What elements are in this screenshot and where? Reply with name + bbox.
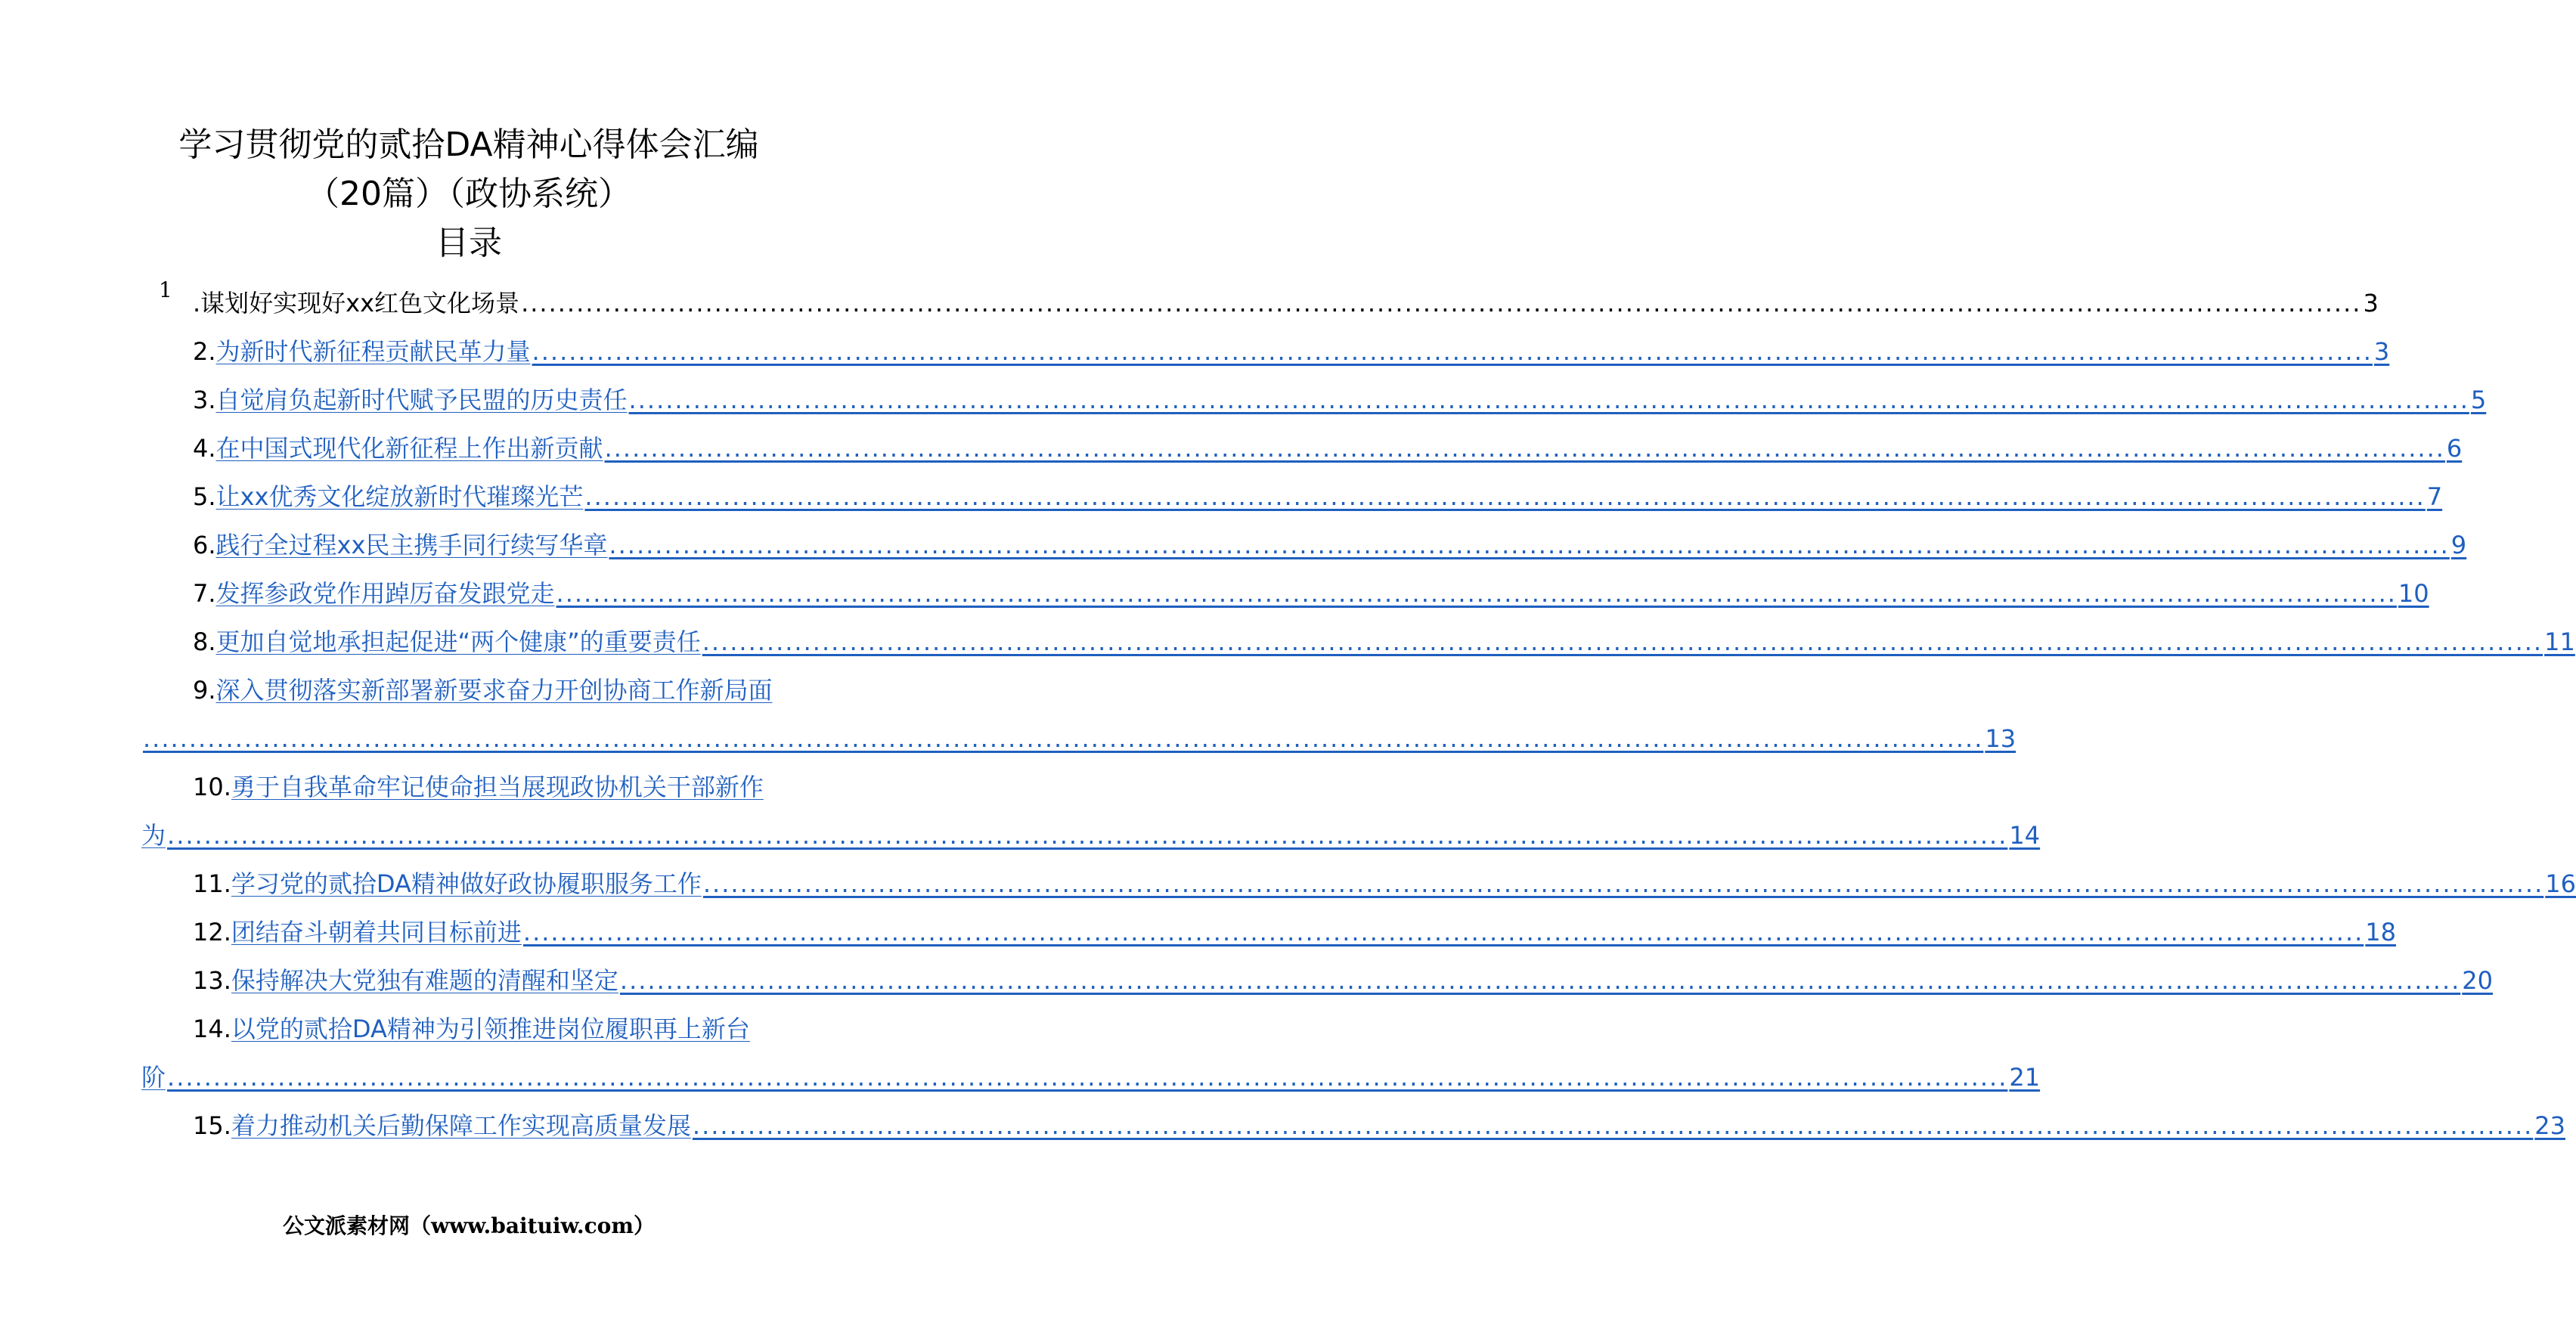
- toc-entry-number: 9.: [193, 676, 216, 705]
- section-number: 1: [159, 277, 172, 302]
- toc-leader-dots: ........................................................................................................................................................................................................: [532, 337, 2373, 366]
- toc-entry[interactable]: [193, 434, 2463, 466]
- toc-entry[interactable]: [193, 337, 2390, 370]
- toc-entry-page[interactable]: 23: [2534, 1111, 2565, 1140]
- toc-entry[interactable]: [193, 869, 2576, 902]
- toc-leader-dots: ........................................................................................................................................................................................................: [521, 289, 2362, 318]
- toc-entry-number: 2.: [193, 337, 216, 366]
- toc-entry-continuation[interactable]: [141, 821, 2041, 854]
- toc-entry-number: 7.: [193, 579, 216, 608]
- toc-entry[interactable]: [193, 482, 2443, 515]
- toc-entry-page: 3: [2363, 289, 2379, 318]
- toc-entry-page[interactable]: 9: [2450, 531, 2467, 559]
- toc-entry-page[interactable]: 11: [2544, 627, 2575, 656]
- toc-entry-number: 10.: [193, 773, 231, 801]
- toc-entry-title[interactable]: 深入贯彻落实新部署新要求奋力开创协商工作新局面: [215, 676, 773, 705]
- toc-entry-title[interactable]: 更加自觉地承担起促进“两个健康”的重要责任: [215, 627, 701, 656]
- toc-entry-title[interactable]: 在中国式现代化新征程上作出新贡献: [215, 434, 603, 463]
- toc-leader-dots: ........................................................................................................................................................................................................: [619, 966, 2461, 995]
- toc-leader-dots: ........................................................................................................................................................................................................: [143, 724, 1984, 753]
- document-title-line2: （20篇）（政协系统）: [306, 175, 631, 213]
- toc-entry-number: 6.: [193, 531, 216, 559]
- toc-entry-page[interactable]: 14: [2009, 821, 2041, 850]
- toc-entry-title[interactable]: 勇于自我革命牢记使命担当展现政协机关干部新作: [231, 773, 764, 801]
- toc-entry-title-continued[interactable]: 为: [141, 821, 166, 850]
- toc-entry-page[interactable]: 5: [2470, 386, 2487, 414]
- toc-entry-number: .: [193, 289, 201, 318]
- toc-leader-dots: ........................................................................................................................................................................................................: [702, 869, 2544, 898]
- toc-entry-title[interactable]: 以党的贰拾DA精神为引领推进岗位履职再上新台: [231, 1015, 750, 1043]
- toc-entry-title[interactable]: 践行全过程xx民主携手同行续写华章: [215, 531, 608, 559]
- toc-leader-dots: ........................................................................................................................................................................................................: [167, 821, 2008, 850]
- toc-entry-page[interactable]: 18: [2365, 918, 2396, 946]
- toc-entry-title[interactable]: 发挥参政党作用踔厉奋发跟党走: [215, 579, 555, 608]
- toc-entry-title[interactable]: 为新时代新征程贡献民革力量: [215, 337, 531, 366]
- toc-entry-page[interactable]: 20: [2462, 966, 2493, 995]
- toc-entry-page[interactable]: 7: [2426, 482, 2443, 511]
- toc-leader-dots: ........................................................................................................................................................................................................: [609, 531, 2450, 559]
- toc-entry[interactable]: [193, 918, 2396, 950]
- toc-leader-dots: ........................................................................................................................................................................................................: [167, 1063, 2008, 1092]
- toc-entry-title[interactable]: 团结奋斗朝着共同目标前进: [231, 918, 522, 946]
- document-title-line1: 学习贯彻党的贰拾DA精神心得体会汇编: [178, 125, 759, 164]
- toc-entry[interactable]: [193, 1111, 2565, 1144]
- toc-entry-number: 14.: [193, 1015, 231, 1043]
- toc-entry[interactable]: [193, 531, 2467, 563]
- toc-entry: [193, 289, 2379, 321]
- toc-heading: 目录: [436, 224, 502, 262]
- toc-entry-title[interactable]: 保持解决大党独有难题的清醒和坚定: [231, 966, 618, 995]
- toc-leader-dots: ........................................................................................................................................................................................................: [628, 386, 2469, 414]
- toc-entry-page[interactable]: 13: [1985, 724, 2016, 753]
- toc-entry-title-continued[interactable]: 阶: [141, 1063, 166, 1092]
- toc-entry-number: 13.: [193, 966, 231, 995]
- toc-entry-continuation[interactable]: [141, 724, 2016, 757]
- toc-entry-page[interactable]: 10: [2398, 579, 2429, 608]
- toc-entry[interactable]: [193, 627, 2575, 660]
- toc-leader-dots: ........................................................................................................................................................................................................: [522, 918, 2364, 946]
- footer-watermark: 公文派素材网（www.baituiw.com）: [283, 1213, 655, 1238]
- toc-entry-page[interactable]: 16: [2545, 869, 2576, 898]
- toc-entry-title[interactable]: 自觉肩负起新时代赋予民盟的历史责任: [215, 386, 628, 414]
- toc-entry[interactable]: [193, 775, 794, 805]
- toc-entry-page[interactable]: 6: [2446, 434, 2463, 463]
- toc-entry-title[interactable]: 让xx优秀文化绽放新时代璀璨光芒: [215, 482, 584, 511]
- toc-leader-dots: ........................................................................................................................................................................................................: [584, 482, 2426, 511]
- toc-entry-number: 4.: [193, 434, 216, 463]
- toc-entry-number: 11.: [193, 869, 231, 898]
- toc-leader-dots: ........................................................................................................................................................................................................: [604, 434, 2445, 463]
- toc-entry-number: 5.: [193, 482, 216, 511]
- toc-entry-title: 谋划好实现好xx红色文化场景: [200, 289, 520, 318]
- toc-entry-title[interactable]: 学习党的贰拾DA精神做好政协履职服务工作: [231, 869, 702, 898]
- toc-entry[interactable]: [193, 678, 794, 708]
- toc-entry[interactable]: [193, 579, 2429, 612]
- toc-leader-dots: ........................................................................................................................................................................................................: [692, 1111, 2534, 1140]
- toc-entry-continuation[interactable]: [141, 1063, 2041, 1095]
- toc-entry[interactable]: [193, 1017, 794, 1047]
- toc-leader-dots: ........................................................................................................................................................................................................: [556, 579, 2397, 608]
- toc-entry-number: 8.: [193, 627, 216, 656]
- toc-entry-page[interactable]: 3: [2373, 337, 2390, 366]
- toc-entry-number: 15.: [193, 1111, 231, 1140]
- toc-entry-page[interactable]: 21: [2009, 1063, 2041, 1092]
- toc-entry-number: 3.: [193, 386, 216, 414]
- toc-entry-title[interactable]: 着力推动机关后勤保障工作实现高质量发展: [231, 1111, 691, 1140]
- toc-leader-dots: ........................................................................................................................................................................................................: [702, 627, 2543, 656]
- toc-entry[interactable]: [193, 386, 2487, 418]
- toc-entry-number: 12.: [193, 918, 231, 946]
- toc-entry[interactable]: [193, 966, 2493, 999]
